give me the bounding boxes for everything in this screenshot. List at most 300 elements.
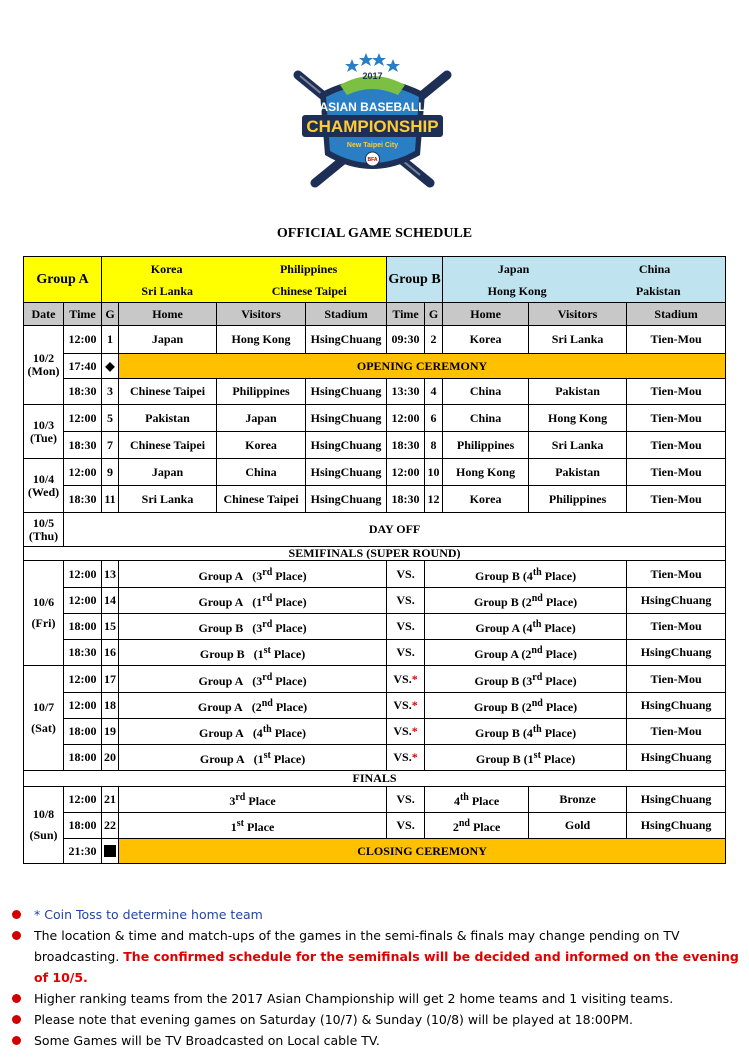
stadium: Tien-Mou: [627, 561, 726, 588]
weekday: (Sun): [29, 828, 58, 842]
game-number: 16: [102, 640, 119, 666]
stadium: Tien-Mou: [627, 459, 726, 486]
section-row: [24, 771, 726, 787]
vs-text: VS.: [393, 750, 412, 764]
table-row: [24, 640, 726, 666]
vs: [387, 745, 425, 771]
visitor-team: Korea: [217, 432, 306, 459]
visitor-team: Japan: [217, 405, 306, 432]
matchup-right: [425, 561, 627, 588]
medal: Gold: [529, 813, 627, 839]
closing-ceremony: CLOSING CEREMONY: [119, 839, 726, 864]
vs: VS.: [387, 787, 425, 813]
table-row: [24, 459, 726, 486]
header-row: [24, 303, 726, 326]
stadium: HsingChuang: [306, 486, 387, 513]
matchup-left: [119, 614, 387, 640]
home-team: China: [443, 379, 529, 405]
table-row: [24, 693, 726, 719]
place: Place: [468, 794, 500, 808]
time: 12:00: [64, 326, 102, 354]
place: (4: [252, 726, 263, 740]
note-text: * Coin Toss to determine home team: [34, 907, 263, 922]
group: Group A: [197, 700, 243, 714]
finals-label: FINALS: [24, 771, 726, 787]
stadium: Tien-Mou: [627, 326, 726, 354]
time: 17:40: [64, 354, 102, 379]
semifinals-label: SEMIFINALS (SUPER ROUND): [24, 547, 726, 561]
group: Group B: [474, 673, 520, 688]
vs: VS.: [387, 640, 425, 666]
place: (3: [522, 673, 533, 688]
ordinal: rd: [262, 619, 273, 630]
ordinal: rd: [235, 792, 246, 803]
time: 18:00: [64, 813, 102, 839]
visitor-team: Philippines: [529, 486, 627, 513]
date: 10/4: [32, 471, 55, 486]
stadium: HsingChuang: [306, 432, 387, 459]
home-team: Korea: [443, 326, 529, 354]
time: 12:00: [387, 405, 425, 432]
time: 18:30: [64, 486, 102, 513]
table-row: [24, 666, 726, 693]
place: (4: [522, 621, 533, 635]
home-team: Pakistan: [119, 405, 217, 432]
diamond-icon: ◆: [102, 354, 119, 379]
group: Group B: [198, 621, 244, 635]
col-header: G: [425, 303, 443, 326]
vs: [387, 719, 425, 745]
group-b-team: China: [638, 261, 671, 276]
vs-text: VS.: [393, 724, 412, 738]
col-header: Home: [443, 303, 529, 326]
note-text: The location & time and match-ups of the games in the semi-finals & finals may change pending on TV broadcasting.: [34, 928, 680, 964]
place: Place): [272, 595, 307, 609]
place: (4: [522, 726, 533, 740]
matchup-left: [119, 693, 387, 719]
place: Place: [469, 820, 501, 834]
group-b-team: Pakistan: [635, 283, 681, 298]
home-team: Japan: [119, 326, 217, 354]
ordinal: nd: [531, 698, 543, 709]
group: Group A: [198, 595, 244, 609]
note-text: Please note that evening games on Saturday (10/7) & Sunday (10/8) will be played at 18:00PM.: [34, 1012, 634, 1027]
matchup-left: [119, 666, 387, 693]
ordinal: rd: [262, 671, 273, 683]
visitor-team: China: [217, 459, 306, 486]
home-team: Philippines: [443, 432, 529, 459]
group: Group A: [198, 568, 244, 583]
place: Place: [243, 820, 275, 834]
medal: Bronze: [529, 787, 627, 813]
col-header: Stadium: [306, 303, 387, 326]
time: 12:00: [64, 459, 102, 486]
date: 10/6: [32, 595, 55, 609]
game-number: 9: [102, 459, 119, 486]
ordinal: st: [263, 750, 271, 761]
place: Place): [272, 568, 307, 583]
group: Group A: [474, 647, 519, 661]
note-item: [12, 925, 742, 988]
stadium: HsingChuang: [627, 693, 726, 719]
game-number: 6: [425, 405, 443, 432]
table-row: [24, 486, 726, 513]
matchup-right: [425, 693, 627, 719]
stadium: HsingChuang: [306, 379, 387, 405]
home-team: China: [443, 405, 529, 432]
stadium: HsingChuang: [627, 813, 726, 839]
weekday: (Wed): [27, 484, 60, 499]
note-text: Higher ranking teams from the 2017 Asian Championship will get 2 home teams and 1 visiting teams.: [34, 991, 674, 1006]
group: Group B: [473, 700, 519, 714]
place: (1: [252, 595, 263, 609]
matchup-right: [425, 588, 627, 614]
coin-toss-star: *: [411, 750, 418, 764]
stadium: HsingChuang: [306, 326, 387, 354]
game-number: 5: [102, 405, 119, 432]
col-header: Visitors: [217, 303, 306, 326]
visitor-team: Pakistan: [529, 459, 627, 486]
stars-icon: [345, 53, 400, 72]
place: Place): [270, 752, 306, 766]
game-number: 1: [102, 326, 119, 354]
col-header: G: [102, 303, 119, 326]
logo-badge: BFA: [367, 157, 378, 163]
matchup-left: [119, 745, 387, 771]
game-number: 3: [102, 379, 119, 405]
time: 12:00: [64, 787, 102, 813]
place: (2: [251, 700, 262, 714]
vs-text: VS.: [393, 698, 412, 712]
matchup-right: [425, 640, 627, 666]
note-item: [12, 1030, 742, 1051]
date-cell: [24, 513, 64, 547]
visitor-team: Hong Kong: [217, 326, 306, 354]
ordinal: rd: [532, 671, 543, 683]
vs-text: VS.: [393, 671, 412, 686]
place: Place): [542, 647, 577, 661]
bullet-icon: [12, 931, 21, 940]
page-title: OFFICIAL GAME SCHEDULE: [276, 226, 473, 241]
time: 12:00: [64, 405, 102, 432]
date: 10/2: [32, 351, 55, 365]
matchup-left: [119, 719, 387, 745]
table-row: [24, 614, 726, 640]
day-off: DAY OFF: [64, 513, 726, 547]
stadium: Tien-Mou: [627, 614, 726, 640]
stadium: Tien-Mou: [627, 666, 726, 693]
vs: VS.: [387, 813, 425, 839]
game-number: 21: [102, 787, 119, 813]
matchup-left: [119, 813, 387, 839]
vs: [387, 666, 425, 693]
stadium: HsingChuang: [627, 588, 726, 614]
game-number: 14: [102, 588, 119, 614]
place: Place): [272, 673, 307, 688]
coin-toss-star: *: [411, 671, 418, 686]
table-row: [24, 745, 726, 771]
table-row: [24, 405, 726, 432]
col-header: Visitors: [529, 303, 627, 326]
date: 10/7: [32, 700, 55, 714]
time: 12:00: [64, 693, 102, 719]
place: 3: [229, 794, 236, 808]
group: Group B: [475, 726, 520, 740]
stadium: Tien-Mou: [627, 432, 726, 459]
date-cell: [24, 459, 64, 513]
table-row: [24, 813, 726, 839]
table-row: [24, 513, 726, 547]
place: 2: [452, 820, 459, 834]
group-b-label: Group B: [387, 257, 443, 303]
vs: VS.: [387, 561, 425, 588]
weekday: (Thu): [28, 528, 59, 543]
group-b-teams: [443, 257, 726, 303]
logo-ribbon: New Taipei City: [346, 142, 399, 149]
date-cell: [24, 405, 64, 459]
schedule-table: [23, 256, 726, 864]
stadium: HsingChuang: [627, 787, 726, 813]
ordinal: st: [236, 818, 244, 829]
stadium: Tien-Mou: [627, 719, 726, 745]
visitor-team: Philippines: [217, 379, 306, 405]
logo-year: 2017: [362, 71, 383, 81]
col-header: Home: [119, 303, 217, 326]
place: 4: [453, 794, 460, 808]
logo-line1: ASIAN BASEBALL: [319, 100, 426, 114]
date: 10/8: [32, 807, 55, 821]
stadium: Tien-Mou: [627, 486, 726, 513]
place: Place: [245, 794, 276, 808]
place: Place): [542, 673, 577, 688]
time: 12:00: [64, 666, 102, 693]
place: Place): [540, 752, 576, 766]
date: 10/3: [32, 417, 55, 432]
place: (2: [521, 647, 532, 661]
section-row: [24, 547, 726, 561]
col-header: Time: [387, 303, 425, 326]
groups-row: [24, 257, 726, 303]
col-header: Time: [64, 303, 102, 326]
place: (4: [522, 568, 533, 583]
vs: VS.: [387, 614, 425, 640]
matchup-left: [119, 588, 387, 614]
notes-list: [12, 904, 742, 1051]
time: 18:00: [64, 614, 102, 640]
place: (2: [521, 595, 532, 609]
time: 18:00: [64, 719, 102, 745]
group: Group A: [199, 726, 244, 740]
stadium: HsingChuang: [627, 640, 726, 666]
place: Place): [272, 700, 308, 714]
matchup-right: [425, 614, 627, 640]
game-number: 12: [425, 486, 443, 513]
place: Place): [272, 621, 307, 635]
game-number: 17: [102, 666, 119, 693]
game-number: 10: [425, 459, 443, 486]
time: 18:30: [64, 640, 102, 666]
place: (3: [252, 673, 263, 688]
time: 09:30: [387, 326, 425, 354]
group: Group B: [199, 647, 245, 661]
game-number: 4: [425, 379, 443, 405]
col-header: Date: [24, 303, 64, 326]
home-team: Hong Kong: [443, 459, 529, 486]
table-row: [24, 787, 726, 813]
time: 18:30: [387, 486, 425, 513]
matchup-right: [425, 787, 529, 813]
game-number: 18: [102, 693, 119, 719]
ordinal: rd: [262, 566, 273, 578]
championship-logo: [280, 45, 465, 190]
vs: VS.: [387, 588, 425, 614]
visitor-team: Pakistan: [529, 379, 627, 405]
stadium: HsingChuang: [306, 405, 387, 432]
time: 12:00: [64, 561, 102, 588]
ordinal: nd: [458, 818, 470, 829]
date-cell: [24, 561, 64, 666]
time: 12:00: [387, 459, 425, 486]
date: 10/5: [32, 515, 55, 530]
group: Group B: [473, 595, 519, 609]
note-text: Some Games will be TV Broadcasted on Local cable TV.: [34, 1033, 380, 1048]
date-cell: [24, 787, 64, 864]
matchup-right: [425, 813, 529, 839]
ordinal: nd: [531, 645, 543, 656]
visitor-team: Sri Lanka: [529, 432, 627, 459]
logo-line2: CHAMPIONSHIP: [306, 117, 439, 136]
time: 18:00: [64, 745, 102, 771]
date-cell: [24, 666, 64, 771]
bullet-icon: [12, 910, 21, 919]
visitor-team: Chinese Taipei: [217, 486, 306, 513]
time: 12:00: [64, 588, 102, 614]
group: Group B: [475, 568, 520, 583]
place: Place): [542, 700, 578, 714]
matchup-right: [425, 666, 627, 693]
group-a-team: Sri Lanka: [141, 283, 194, 298]
note-item: [12, 988, 742, 1009]
ordinal: nd: [531, 593, 543, 604]
home-team: Sri Lanka: [119, 486, 217, 513]
vs: [387, 693, 425, 719]
ordinal: th: [532, 724, 542, 735]
home-team: Japan: [119, 459, 217, 486]
ordinal: nd: [261, 698, 273, 709]
weekday: (Sat): [31, 721, 56, 735]
ordinal: th: [532, 566, 542, 578]
place: Place): [541, 621, 576, 635]
place: Place): [542, 595, 578, 609]
visitor-team: Hong Kong: [529, 405, 627, 432]
table-row: [24, 326, 726, 354]
matchup-left: [119, 787, 387, 813]
weekday: (Mon): [27, 364, 60, 378]
game-number: 20: [102, 745, 119, 771]
group: Group B: [475, 752, 521, 766]
weekday: (Fri): [31, 616, 56, 630]
bullet-icon: [12, 1015, 21, 1024]
place: (3: [252, 568, 263, 583]
date-cell: [24, 326, 64, 405]
place: Place): [541, 568, 577, 583]
time: 21:30: [64, 839, 102, 864]
group-a-team: Chinese Taipei: [271, 283, 347, 298]
opening-ceremony: OPENING CEREMONY: [119, 354, 726, 379]
game-number: 11: [102, 486, 119, 513]
group: Group A: [198, 673, 244, 688]
matchup-left: [119, 561, 387, 588]
home-team: Chinese Taipei: [119, 432, 217, 459]
note-text-emphasis: The confirmed schedule for the semifinals will be decided and informed on the evening of 10/5.: [34, 949, 739, 985]
stadium: HsingChuang: [306, 459, 387, 486]
group-b-team: Japan: [497, 261, 530, 276]
matchup-right: [425, 719, 627, 745]
home-team: Chinese Taipei: [119, 379, 217, 405]
ordinal: th: [532, 619, 542, 630]
place: (1: [253, 647, 264, 661]
square-icon: [102, 839, 119, 864]
game-number: 8: [425, 432, 443, 459]
game-number: 7: [102, 432, 119, 459]
place: (3: [252, 621, 263, 635]
table-row: [24, 588, 726, 614]
ordinal: rd: [262, 593, 273, 604]
game-number: 15: [102, 614, 119, 640]
table-row: [24, 432, 726, 459]
time: 18:30: [64, 379, 102, 405]
game-number: 13: [102, 561, 119, 588]
bullet-icon: [12, 994, 21, 1003]
game-number: 2: [425, 326, 443, 354]
time: 18:30: [387, 432, 425, 459]
table-row: [24, 354, 726, 379]
table-row: [24, 379, 726, 405]
place: Place): [270, 647, 306, 661]
ordinal: th: [459, 792, 469, 803]
matchup-left: [119, 640, 387, 666]
note-item: [12, 1009, 742, 1030]
place: (1: [523, 752, 534, 766]
ordinal: th: [262, 724, 272, 735]
matchup-right: [425, 745, 627, 771]
weekday: (Tue): [30, 430, 57, 445]
stadium: Tien-Mou: [627, 379, 726, 405]
game-number: 19: [102, 719, 119, 745]
place: Place): [541, 726, 577, 740]
place: 1: [230, 820, 237, 834]
home-team: Korea: [443, 486, 529, 513]
place: Place): [271, 726, 307, 740]
place: (1: [253, 752, 264, 766]
note-item: [12, 904, 742, 925]
bullet-icon: [12, 1036, 21, 1045]
game-number: 22: [102, 813, 119, 839]
table-row: [24, 719, 726, 745]
group-a-teams: [102, 257, 387, 303]
ordinal: st: [263, 645, 271, 656]
group: Group A: [475, 621, 520, 635]
group-b-team: Hong Kong: [487, 283, 547, 298]
time: 18:30: [64, 432, 102, 459]
stadium: Tien-Mou: [627, 405, 726, 432]
group-a-team: Korea: [150, 261, 183, 276]
table-row: [24, 839, 726, 864]
ordinal: st: [533, 750, 541, 761]
group-a-label: Group A: [24, 257, 102, 303]
time: 13:30: [387, 379, 425, 405]
group: Group A: [199, 752, 245, 766]
